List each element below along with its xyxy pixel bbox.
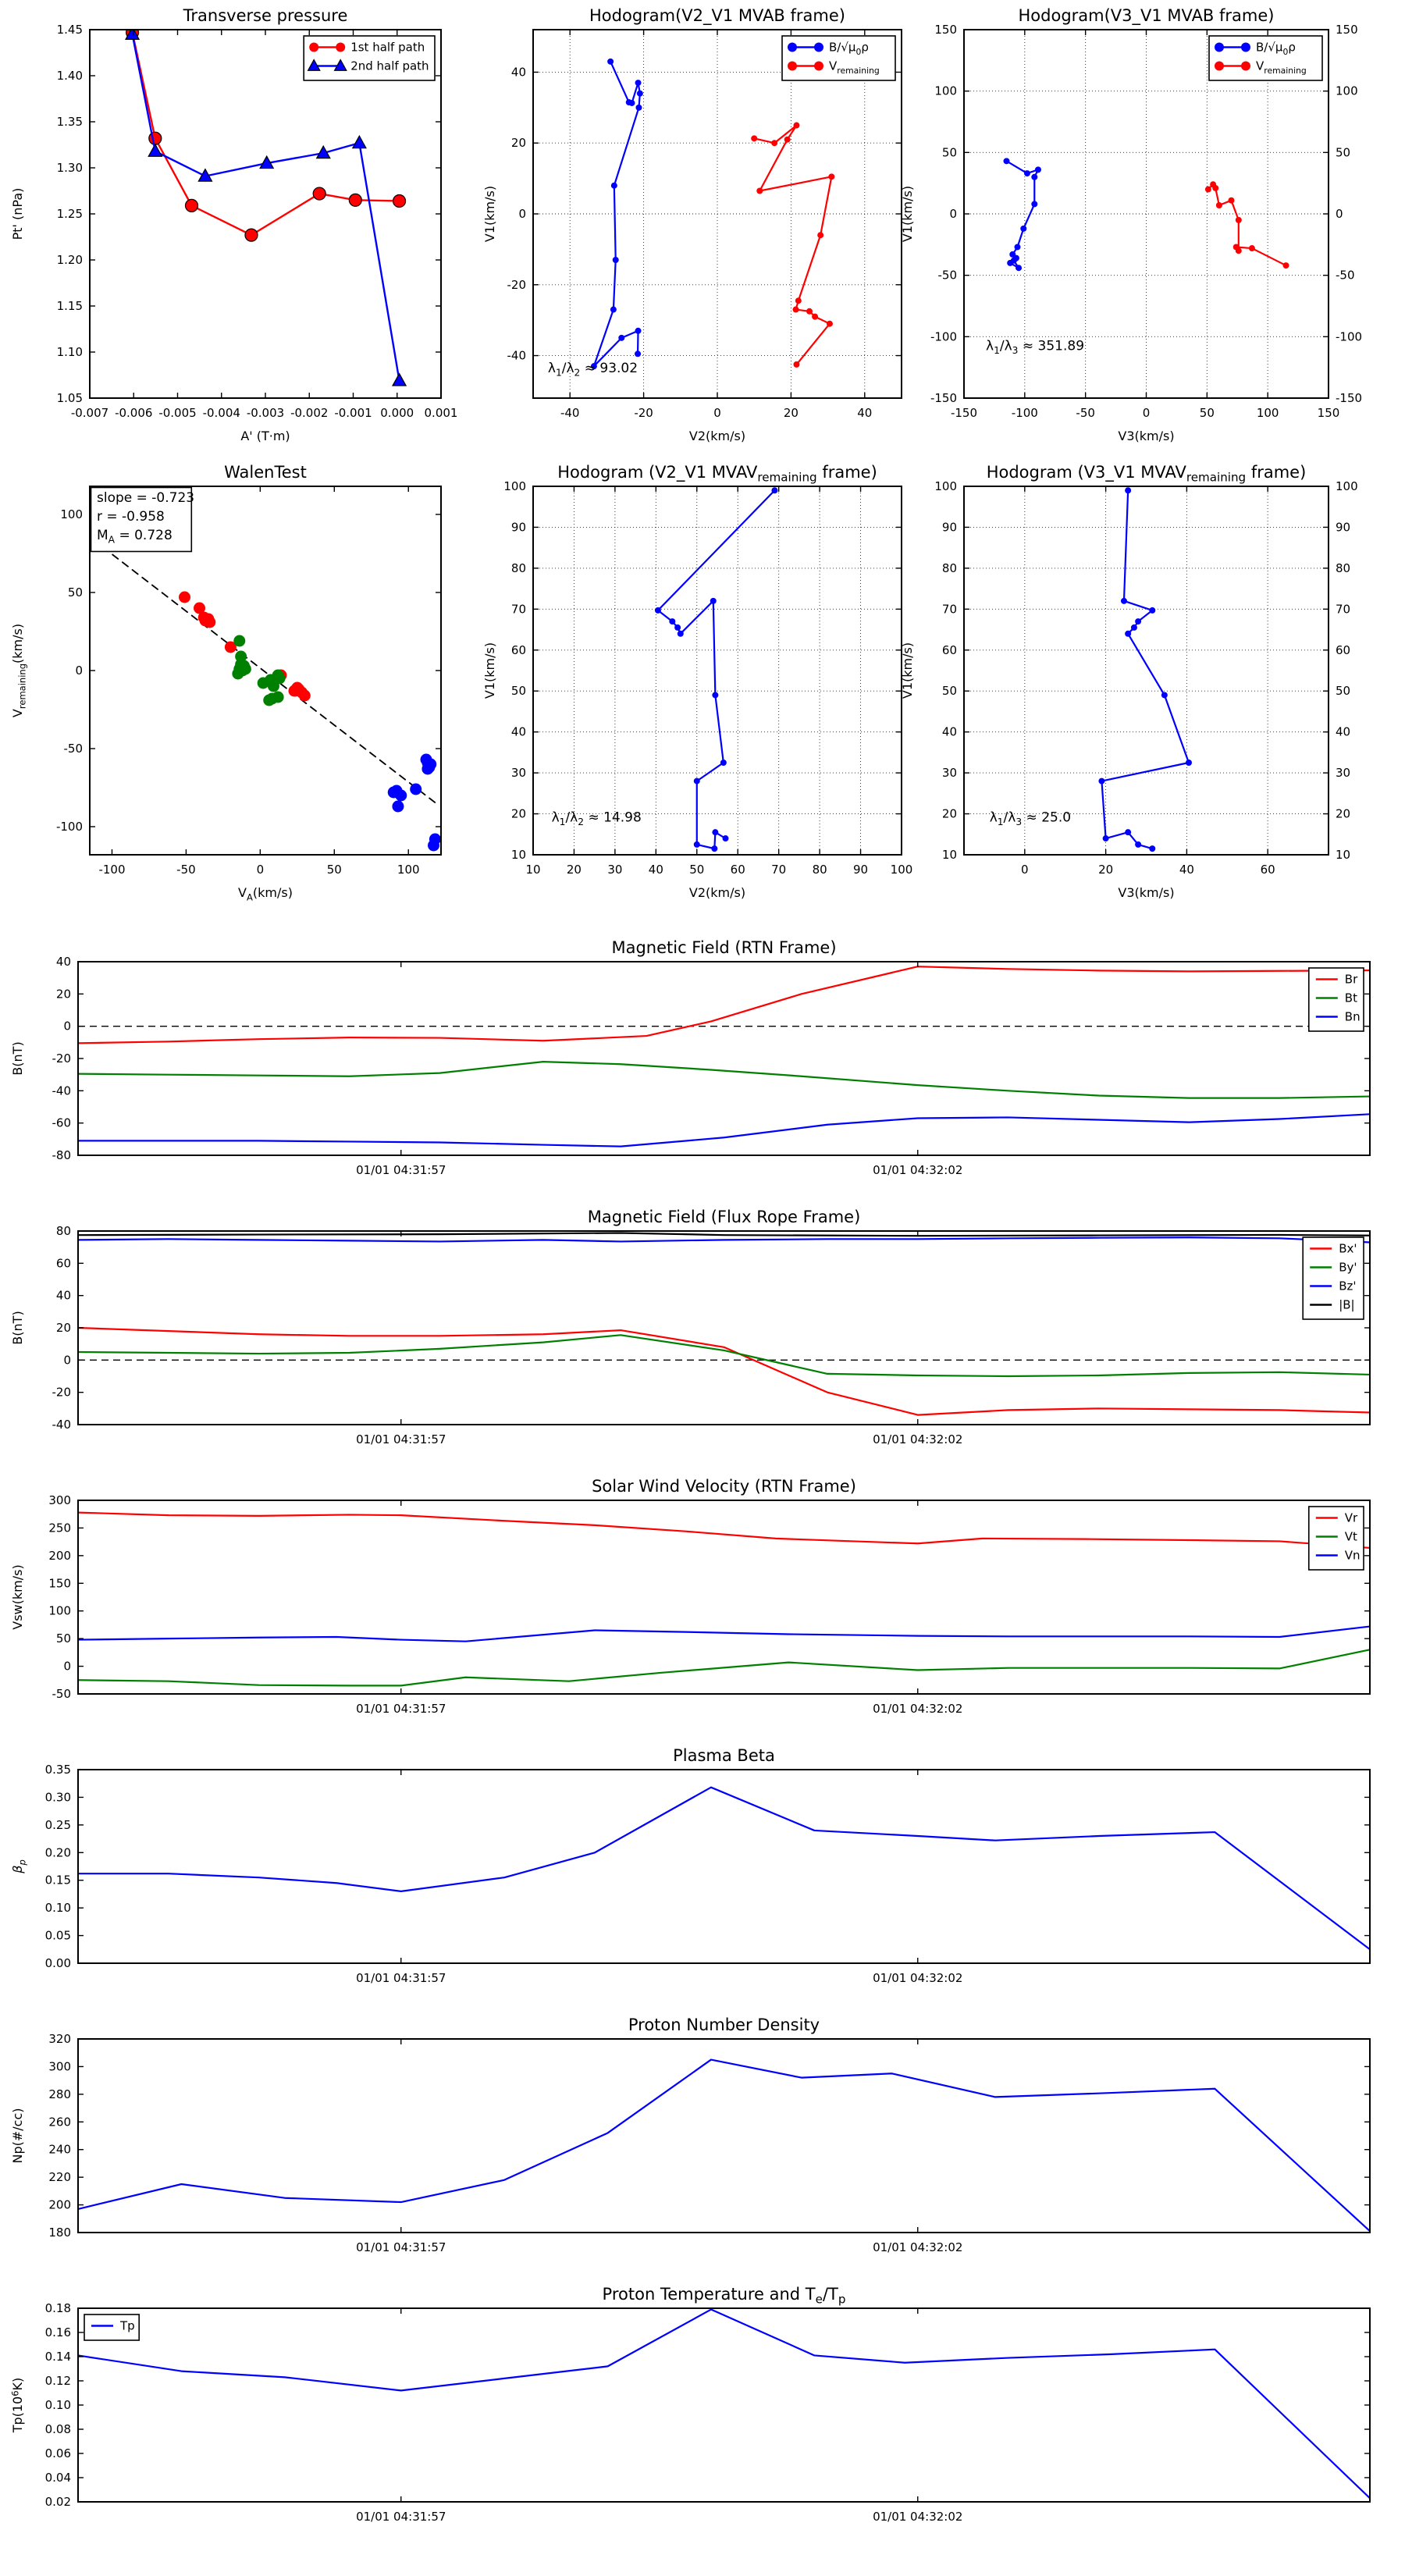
svg-text:30: 30 — [510, 766, 526, 781]
svg-text:70: 70 — [510, 602, 526, 617]
svg-text:50: 50 — [1336, 684, 1351, 699]
svg-text:20: 20 — [510, 136, 526, 151]
svg-text:0: 0 — [63, 1019, 71, 1034]
svg-text:Solar Wind Velocity (RTN Frame: Solar Wind Velocity (RTN Frame) — [592, 1477, 856, 1496]
svg-text:1.30: 1.30 — [56, 161, 83, 175]
svg-text:20: 20 — [1098, 863, 1114, 877]
svg-text:70: 70 — [941, 602, 957, 617]
svg-text:0.00: 0.00 — [44, 1956, 71, 1970]
panel-proton-temperature — [8, 2275, 1397, 2545]
svg-text:180: 180 — [48, 2226, 71, 2240]
svg-text:01/01 04:31:57: 01/01 04:31:57 — [356, 2240, 446, 2254]
svg-text:A' (T·m): A' (T·m) — [240, 429, 290, 443]
svg-text:-0.001: -0.001 — [334, 406, 372, 420]
svg-text:0: 0 — [949, 207, 957, 221]
svg-text:Pt' (nPa): Pt' (nPa) — [10, 187, 25, 240]
svg-text:50: 50 — [326, 863, 342, 877]
svg-text:-100: -100 — [55, 820, 83, 834]
svg-text:Bn: Bn — [1344, 1009, 1361, 1024]
svg-text:0.02: 0.02 — [44, 2495, 71, 2509]
svg-text:150: 150 — [48, 1576, 71, 1591]
svg-text:0.15: 0.15 — [44, 1873, 71, 1888]
svg-text:01/01 04:31:57: 01/01 04:31:57 — [356, 1702, 446, 1716]
svg-text:0.16: 0.16 — [44, 2325, 71, 2339]
svg-text:B(nT): B(nT) — [10, 1041, 25, 1076]
svg-text:100: 100 — [934, 84, 957, 98]
svg-text:-20: -20 — [52, 1051, 71, 1066]
svg-text:-0.003: -0.003 — [246, 406, 285, 420]
svg-text:240: 240 — [48, 2142, 71, 2157]
svg-text:V3(km/s): V3(km/s) — [1118, 429, 1175, 443]
svg-text:Proton Temperature and Te/Tp: Proton Temperature and $T_e/T_p$ — [602, 2285, 846, 2307]
svg-text:-50: -50 — [937, 268, 957, 283]
svg-text:Bx': Bx' — [1339, 1241, 1357, 1256]
svg-text:60: 60 — [55, 1256, 71, 1271]
svg-text:80: 80 — [55, 1224, 71, 1238]
svg-text:30: 30 — [941, 766, 957, 781]
svg-text:Hodogram(V3_V1 MVAB frame): Hodogram(V3_V1 MVAB frame) — [1018, 6, 1275, 25]
svg-text:40: 40 — [510, 65, 526, 80]
svg-text:50: 50 — [1336, 145, 1351, 160]
svg-text:-0.007: -0.007 — [70, 406, 109, 420]
svg-text:280: 280 — [48, 2087, 71, 2101]
panel-proton-number-density — [8, 2006, 1397, 2275]
svg-text:20: 20 — [566, 863, 582, 877]
svg-text:1.45: 1.45 — [56, 23, 83, 37]
svg-text:01/01 04:31:57: 01/01 04:31:57 — [356, 1432, 446, 1446]
svg-text:λ1/λ3 ≈ 351.89: $\lambda_1/\lambda_3 \approx 351.89$ — [986, 338, 1085, 357]
svg-text:-20: -20 — [507, 277, 526, 292]
panel-solar-wind-velocity — [8, 1468, 1397, 1737]
svg-text:250: 250 — [48, 1521, 71, 1535]
svg-text:100: 100 — [890, 863, 913, 877]
svg-text:-100: -100 — [98, 863, 126, 877]
svg-text:0.25: 0.25 — [44, 1817, 71, 1832]
svg-text:150: 150 — [1336, 23, 1358, 37]
svg-text:01/01 04:32:02: 01/01 04:32:02 — [873, 1971, 963, 1985]
svg-text:30: 30 — [607, 863, 623, 877]
svg-text:Tp: Tp — [120, 2318, 135, 2333]
svg-text:80: 80 — [1336, 560, 1351, 575]
svg-text:Transverse pressure: Transverse pressure — [183, 6, 348, 25]
svg-text:90: 90 — [1336, 520, 1351, 535]
svg-text:0.12: 0.12 — [44, 2374, 71, 2388]
svg-text:01/01 04:31:57: 01/01 04:31:57 — [356, 1163, 446, 1177]
svg-text:1st half path: 1st half path — [350, 40, 425, 55]
svg-text:40: 40 — [55, 955, 71, 969]
svg-text:βp: $\beta_p$ — [10, 1859, 28, 1873]
svg-text:320: 320 — [48, 2032, 71, 2046]
svg-text:Magnetic Field (Flux Rope Fram: Magnetic Field (Flux Rope Frame) — [587, 1208, 861, 1226]
svg-text:Np(#/cc): Np(#/cc) — [10, 2108, 25, 2164]
svg-text:Tp(106K): $Tp(10^6K)$ — [9, 2377, 25, 2433]
svg-text:0: 0 — [63, 1353, 71, 1368]
svg-text:01/01 04:32:02: 01/01 04:32:02 — [873, 1702, 963, 1716]
svg-text:0.10: 0.10 — [44, 1901, 71, 1916]
svg-text:60: 60 — [730, 863, 745, 877]
svg-text:-0.006: -0.006 — [115, 406, 153, 420]
svg-text:Hodogram (V3_V1 MVAVremaining: Hodogram (V3_V1 $MVAV_{remaining}$ frame) — [986, 463, 1307, 485]
svg-text:1.20: 1.20 — [56, 253, 83, 267]
svg-text:20: 20 — [55, 987, 71, 1002]
svg-text:01/01 04:31:57: 01/01 04:31:57 — [356, 1971, 446, 1985]
svg-text:300: 300 — [48, 2059, 71, 2074]
svg-text:50: 50 — [689, 863, 705, 877]
svg-text:40: 40 — [510, 724, 526, 739]
panel-magnetic-field-rtn — [8, 929, 1397, 1198]
chart-hodogram-v2v1-mvab — [480, 4, 921, 461]
svg-text:Vt: Vt — [1344, 1529, 1357, 1544]
svg-text:01/01 04:32:02: 01/01 04:32:02 — [873, 1432, 963, 1446]
svg-text:100: 100 — [48, 1603, 71, 1618]
svg-text:20: 20 — [1336, 806, 1351, 821]
svg-text:-40: -40 — [52, 1418, 71, 1432]
svg-text:Hodogram (V2_V1 MVAVremaining: Hodogram (V2_V1 $MVAV_{remaining}$ frame) — [557, 463, 877, 485]
svg-text:50: 50 — [67, 585, 83, 600]
svg-text:100: 100 — [397, 863, 420, 877]
svg-text:10: 10 — [510, 848, 526, 862]
svg-text:Vn: Vn — [1344, 1548, 1361, 1563]
svg-text:1.35: 1.35 — [56, 115, 83, 129]
svg-text:-0.002: -0.002 — [290, 406, 329, 420]
svg-text:B/√μ0ρ: $B/√\mu_0\rho$ — [1256, 40, 1296, 57]
svg-text:10: 10 — [941, 848, 957, 862]
svg-text:-100: -100 — [1336, 329, 1363, 344]
svg-text:0: 0 — [518, 207, 526, 221]
svg-text:40: 40 — [941, 724, 957, 739]
svg-text:0.18: 0.18 — [44, 2301, 71, 2315]
svg-text:Vremaining: $V_{remaining}$ — [1256, 59, 1307, 76]
svg-text:0: 0 — [713, 406, 721, 420]
svg-text:260: 260 — [48, 2115, 71, 2129]
svg-text:40: 40 — [1336, 724, 1351, 739]
svg-text:|B|: |B| — [1339, 1297, 1355, 1312]
svg-text:60: 60 — [510, 642, 526, 657]
svg-text:1.15: 1.15 — [56, 299, 83, 313]
svg-text:80: 80 — [941, 560, 957, 575]
svg-text:Proton Number Density: Proton Number Density — [628, 2016, 820, 2034]
svg-text:V1(km/s): V1(km/s) — [482, 185, 497, 243]
svg-text:B/√μ0ρ: $B/√\mu_0\rho$ — [829, 40, 869, 57]
svg-text:50: 50 — [510, 684, 526, 699]
svg-text:150: 150 — [934, 23, 957, 37]
svg-text:1.10: 1.10 — [56, 345, 83, 359]
svg-text:0: 0 — [63, 1659, 71, 1674]
svg-text:01/01 04:32:02: 01/01 04:32:02 — [873, 2510, 963, 2524]
svg-text:0.001: 0.001 — [424, 406, 458, 420]
svg-text:V1(km/s): V1(km/s) — [900, 185, 915, 243]
svg-text:-100: -100 — [1011, 406, 1038, 420]
svg-text:50: 50 — [941, 684, 957, 699]
svg-text:0.04: 0.04 — [44, 2471, 71, 2485]
svg-text:220: 220 — [48, 2170, 71, 2185]
svg-text:50: 50 — [1199, 406, 1215, 420]
svg-text:-40: -40 — [52, 1083, 71, 1098]
chart-hodogram-v3v1-mvav — [898, 461, 1405, 917]
svg-text:0.08: 0.08 — [44, 2422, 71, 2436]
svg-text:-40: -40 — [507, 348, 526, 363]
svg-text:V2(km/s): V2(km/s) — [688, 885, 746, 900]
svg-text:70: 70 — [1336, 602, 1351, 617]
chart-transverse-pressure — [8, 4, 476, 461]
svg-text:0: 0 — [1336, 207, 1343, 221]
svg-text:-50: -50 — [176, 863, 196, 877]
svg-text:40: 40 — [648, 863, 663, 877]
svg-text:Hodogram(V2_V1 MVAB frame): Hodogram(V2_V1 MVAB frame) — [589, 6, 845, 25]
svg-text:01/01 04:32:02: 01/01 04:32:02 — [873, 2240, 963, 2254]
svg-text:150: 150 — [1317, 406, 1340, 420]
svg-text:V1(km/s): V1(km/s) — [900, 642, 915, 699]
svg-text:40: 40 — [55, 1288, 71, 1303]
panel-plasma-beta — [8, 1737, 1397, 2006]
svg-text:Vr: Vr — [1344, 1510, 1358, 1525]
svg-text:100: 100 — [934, 479, 957, 493]
svg-text:-40: -40 — [560, 406, 580, 420]
chart-hodogram-v2v1-mvav — [480, 461, 921, 917]
svg-text:Br: Br — [1344, 972, 1358, 987]
svg-text:90: 90 — [941, 520, 957, 535]
svg-text:90: 90 — [853, 863, 869, 877]
svg-text:λ1/λ2 ≈ 93.02: $\lambda_1/\lambda_2 \approx 93.02$ — [547, 360, 638, 379]
svg-text:-50: -50 — [1076, 406, 1095, 420]
svg-text:1.25: 1.25 — [56, 207, 83, 221]
svg-text:-60: -60 — [52, 1115, 71, 1130]
svg-text:λ1/λ2 ≈ 14.98: $\lambda_1/\lambda_2 \approx 14.98$ — [551, 809, 642, 828]
svg-text:-150: -150 — [950, 406, 978, 420]
svg-text:Vremaining: $V_{remaining}$ — [829, 59, 880, 76]
svg-text:100: 100 — [1336, 479, 1358, 493]
svg-text:Plasma Beta: Plasma Beta — [673, 1746, 775, 1765]
svg-text:V1(km/s): V1(km/s) — [482, 642, 497, 699]
panel-magnetic-field-fluxrope — [8, 1198, 1397, 1468]
svg-text:Bt: Bt — [1344, 991, 1357, 1005]
svg-text:-0.005: -0.005 — [158, 406, 197, 420]
svg-text:0.20: 0.20 — [44, 1845, 71, 1860]
svg-text:30: 30 — [1336, 766, 1351, 781]
svg-text:0: 0 — [75, 664, 83, 678]
svg-text:40: 40 — [1179, 863, 1194, 877]
svg-text:100: 100 — [503, 479, 526, 493]
svg-text:0.000: 0.000 — [380, 406, 414, 420]
svg-text:λ1/λ3 ≈ 25.0: $\lambda_1/\lambda_3 \approx 25.0$ — [989, 809, 1072, 828]
svg-text:40: 40 — [857, 406, 873, 420]
svg-text:1.40: 1.40 — [56, 69, 83, 83]
svg-text:100: 100 — [1336, 84, 1358, 98]
svg-text:80: 80 — [510, 560, 526, 575]
svg-text:10: 10 — [525, 863, 541, 877]
svg-text:100: 100 — [1256, 406, 1279, 420]
svg-text:80: 80 — [812, 863, 827, 877]
svg-text:60: 60 — [941, 642, 957, 657]
svg-text:B(nT): B(nT) — [10, 1311, 25, 1345]
svg-text:20: 20 — [941, 806, 957, 821]
svg-text:By': By' — [1339, 1260, 1357, 1275]
svg-text:50: 50 — [941, 145, 957, 160]
svg-text:Bz': Bz' — [1339, 1279, 1357, 1293]
svg-text:0.14: 0.14 — [44, 2350, 71, 2364]
svg-text:V2(km/s): V2(km/s) — [688, 429, 746, 443]
svg-text:50: 50 — [55, 1631, 71, 1646]
svg-text:0.06: 0.06 — [44, 2446, 71, 2460]
svg-text:0: 0 — [1021, 863, 1029, 877]
svg-text:200: 200 — [48, 1548, 71, 1563]
svg-text:90: 90 — [510, 520, 526, 535]
svg-text:Vsw(km/s): Vsw(km/s) — [10, 1564, 25, 1630]
svg-text:10: 10 — [1336, 848, 1351, 862]
svg-text:MA = 0.728: $M_A = 0.728$ — [97, 528, 173, 546]
svg-text:-50: -50 — [52, 1687, 71, 1701]
svg-text:0.35: 0.35 — [44, 1763, 71, 1777]
svg-text:-150: -150 — [1336, 391, 1363, 405]
svg-text:20: 20 — [55, 1321, 71, 1335]
svg-text:1.05: 1.05 — [56, 391, 83, 405]
svg-text:-50: -50 — [1336, 268, 1355, 283]
svg-text:20: 20 — [510, 806, 526, 821]
svg-text:Vremaining(km/s): $V_{remaining}(km/s)$ — [10, 623, 28, 718]
svg-text:WalenTest: WalenTest — [224, 463, 307, 482]
svg-text:VA(km/s): $V_A(km/s)$ — [238, 885, 293, 903]
svg-text:-80: -80 — [52, 1148, 71, 1162]
svg-text:300: 300 — [48, 1493, 71, 1507]
svg-text:01/01 04:31:57: 01/01 04:31:57 — [356, 2510, 446, 2524]
svg-text:-150: -150 — [930, 391, 957, 405]
svg-text:200: 200 — [48, 2197, 71, 2212]
svg-text:-50: -50 — [63, 742, 83, 756]
svg-text:0: 0 — [256, 863, 265, 877]
svg-text:0: 0 — [1142, 406, 1151, 420]
svg-text:0.30: 0.30 — [44, 1790, 71, 1805]
chart-hodogram-v3v1-mvab — [898, 4, 1405, 461]
svg-text:-100: -100 — [930, 329, 957, 344]
svg-text:0.10: 0.10 — [44, 2398, 71, 2412]
svg-text:60: 60 — [1260, 863, 1275, 877]
svg-text:70: 70 — [771, 863, 787, 877]
svg-text:20: 20 — [783, 406, 799, 420]
chart-walen-test — [8, 461, 476, 917]
svg-text:2nd half path: 2nd half path — [350, 59, 429, 73]
svg-text:-20: -20 — [634, 406, 653, 420]
svg-text:Magnetic Field (RTN Frame): Magnetic Field (RTN Frame) — [611, 938, 837, 957]
svg-text:r = -0.958: r = -0.958 — [97, 509, 165, 525]
svg-text:60: 60 — [1336, 642, 1351, 657]
svg-text:01/01 04:32:02: 01/01 04:32:02 — [873, 1163, 963, 1177]
svg-text:100: 100 — [60, 507, 83, 521]
svg-text:0.05: 0.05 — [44, 1928, 71, 1943]
svg-text:V3(km/s): V3(km/s) — [1118, 885, 1175, 900]
svg-text:-0.004: -0.004 — [202, 406, 240, 420]
svg-text:slope = -0.723: slope = -0.723 — [97, 490, 195, 506]
svg-text:-20: -20 — [52, 1385, 71, 1400]
